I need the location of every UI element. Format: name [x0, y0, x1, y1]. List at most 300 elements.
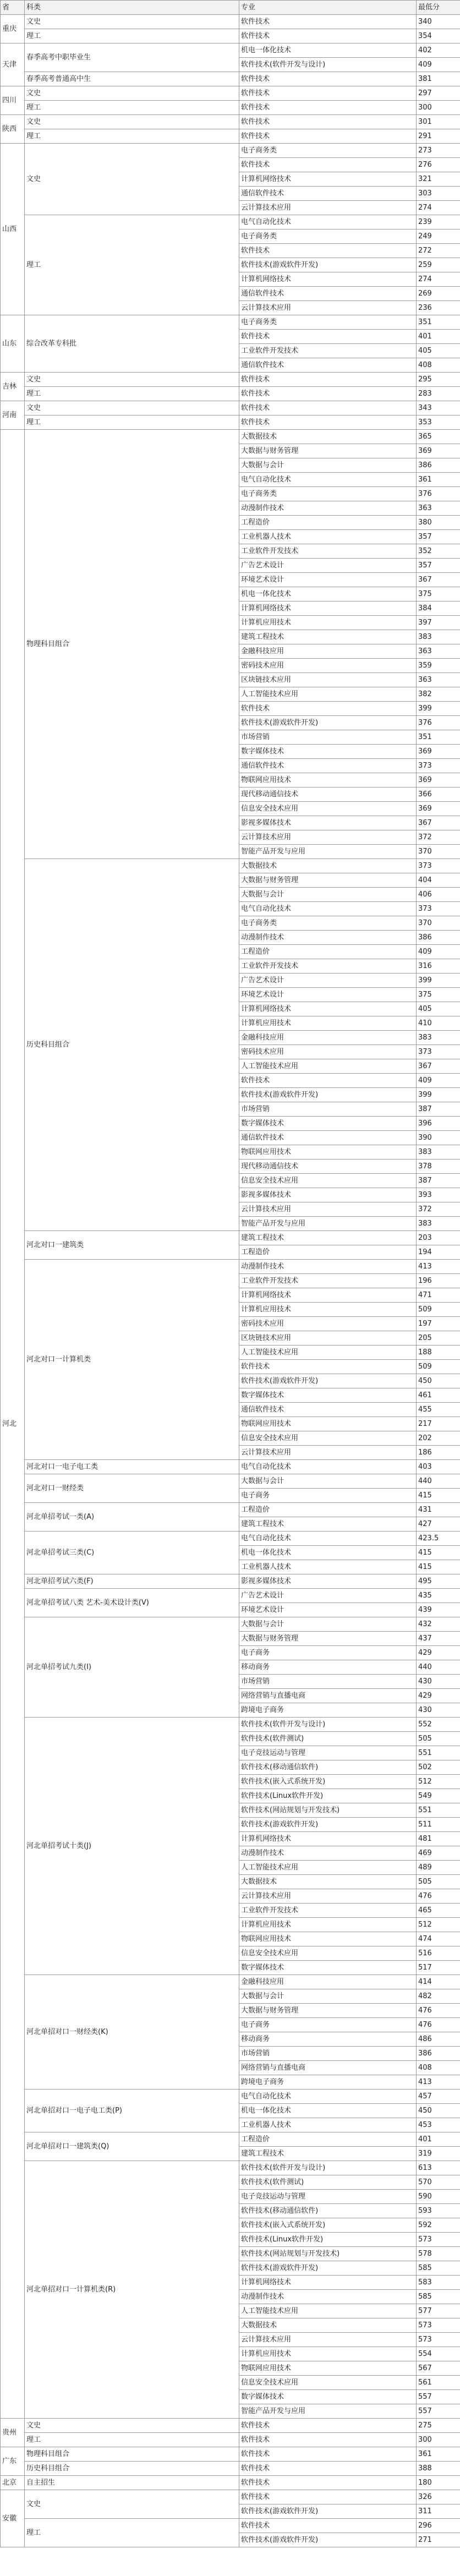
major-cell: 云计算技术应用	[239, 1202, 417, 1217]
category-cell: 理工	[25, 415, 239, 430]
major-cell: 大数据技术	[239, 2318, 417, 2333]
major-cell: 金融科技应用	[239, 1975, 417, 1989]
score-cell: 365	[417, 430, 460, 444]
category-cell: 河北对口一计算机类	[25, 1260, 239, 1460]
major-cell: 软件技术(游戏软件开发)	[239, 2533, 417, 2547]
score-cell: 380	[417, 516, 460, 530]
score-cell: 440	[417, 1660, 460, 1675]
score-cell: 489	[417, 1861, 460, 1875]
category-cell: 理工	[25, 129, 239, 144]
major-cell: 软件技术	[239, 1074, 417, 1088]
score-cell: 429	[417, 1689, 460, 1703]
header-major: 专业	[239, 1, 417, 15]
major-cell: 工程造价	[239, 1503, 417, 1517]
score-cell: 370	[417, 916, 460, 931]
score-cell: 410	[417, 1016, 460, 1031]
score-cell: 551	[417, 1746, 460, 1760]
score-cell: 382	[417, 687, 460, 702]
score-cell: 455	[417, 1403, 460, 1417]
major-cell: 软件技术(游戏软件开发)	[239, 2261, 417, 2276]
score-cell: 573	[417, 2233, 460, 2247]
major-cell: 动漫制作技术	[239, 2290, 417, 2304]
score-cell: 352	[417, 544, 460, 559]
major-cell: 数字媒体技术	[239, 2390, 417, 2404]
table-row	[1, 15, 460, 29]
score-cell: 401	[417, 330, 460, 344]
score-cell: 351	[417, 730, 460, 745]
score-cell: 405	[417, 1002, 460, 1016]
category-cell: 河北单招考试六类(F)	[25, 1574, 239, 1589]
score-cell: 283	[417, 387, 460, 401]
category-cell: 文史	[25, 15, 239, 29]
score-cell: 353	[417, 415, 460, 430]
score-cell: 274	[417, 272, 460, 287]
score-cell: 486	[417, 2032, 460, 2047]
score-cell: 431	[417, 1503, 460, 1517]
major-cell: 大数据与财务管理	[239, 1632, 417, 1646]
category-cell: 文史	[25, 144, 239, 215]
table-row	[1, 2132, 460, 2147]
category-cell: 理工	[25, 2519, 239, 2547]
major-cell: 软件技术(嵌入式系统开发)	[239, 1775, 417, 1789]
score-cell: 272	[417, 244, 460, 258]
major-cell: 电子商务类	[239, 487, 417, 501]
province-cell: 陕西	[1, 115, 25, 144]
category-cell: 河北对口一建筑类	[25, 1231, 239, 1260]
score-cell: 432	[417, 1617, 460, 1632]
score-cell: 409	[417, 945, 460, 959]
score-cell: 387	[417, 1102, 460, 1117]
major-cell: 建筑工程技术	[239, 1231, 417, 1245]
table-row	[1, 29, 460, 43]
table-row	[1, 1460, 460, 1474]
category-cell: 河北单招考试三类(C)	[25, 1532, 239, 1574]
major-cell: 动漫制作技术	[239, 501, 417, 516]
score-cell: 429	[417, 1646, 460, 1660]
major-cell: 影视多媒体技术	[239, 1574, 417, 1589]
score-cell: 408	[417, 2061, 460, 2075]
score-cell: 476	[417, 2004, 460, 2018]
major-cell: 软件技术	[239, 330, 417, 344]
score-cell: 361	[417, 2447, 460, 2462]
score-cell: 376	[417, 716, 460, 730]
category-cell: 春季高考中职毕业生	[25, 43, 239, 72]
score-cell: 369	[417, 745, 460, 759]
score-cell: 276	[417, 158, 460, 172]
score-cell: 387	[417, 1174, 460, 1188]
score-cell: 203	[417, 1231, 460, 1245]
major-cell: 软件技术(游戏软件开发)	[239, 2504, 417, 2519]
major-cell: 信息安全技术应用	[239, 1946, 417, 1961]
major-cell: 机电一体化技术	[239, 1546, 417, 1560]
major-cell: 动漫制作技术	[239, 931, 417, 945]
major-cell: 软件技术(软件开发与设计)	[239, 58, 417, 72]
score-cell: 399	[417, 973, 460, 988]
table-row	[1, 43, 460, 58]
score-cell: 482	[417, 1989, 460, 2004]
table-row	[1, 1231, 460, 1245]
major-cell: 机电一体化技术	[239, 43, 417, 58]
major-cell: 云计算技术应用	[239, 830, 417, 845]
score-cell: 585	[417, 2261, 460, 2276]
table-row	[1, 2419, 460, 2433]
table-row	[1, 2462, 460, 2476]
major-cell: 软件技术(嵌入式系统开发)	[239, 2218, 417, 2233]
score-cell: 585	[417, 2290, 460, 2304]
score-cell: 570	[417, 2175, 460, 2190]
score-cell: 516	[417, 1946, 460, 1961]
major-cell: 软件技术(移动通信软件)	[239, 1760, 417, 1775]
score-cell: 440	[417, 1474, 460, 1489]
major-cell: 软件技术(游戏软件开发)	[239, 1088, 417, 1102]
major-cell: 市场营销	[239, 1102, 417, 1117]
major-cell: 市场营销	[239, 1675, 417, 1689]
major-cell: 软件技术	[239, 2476, 417, 2490]
score-cell: 403	[417, 1460, 460, 1474]
major-cell: 计算机网络技术	[239, 1832, 417, 1846]
major-cell: 计算机应用技术	[239, 1918, 417, 1932]
major-cell: 大数据与会计	[239, 1474, 417, 1489]
score-cell: 186	[417, 1446, 460, 1460]
score-cell: 363	[417, 501, 460, 516]
score-cell: 415	[417, 1546, 460, 1560]
major-cell: 工业机器人技术	[239, 530, 417, 544]
category-cell: 文史	[25, 86, 239, 101]
major-cell: 计算机网络技术	[239, 2276, 417, 2290]
score-cell: 274	[417, 201, 460, 215]
score-cell: 188	[417, 1346, 460, 1360]
major-cell: 软件技术(游戏软件开发)	[239, 1818, 417, 1832]
score-cell: 376	[417, 487, 460, 501]
score-cell: 549	[417, 1789, 460, 1803]
major-cell: 人工智能技术应用	[239, 1346, 417, 1360]
score-cell: 413	[417, 1260, 460, 1274]
major-cell: 网络营销与直播电商	[239, 2061, 417, 2075]
table-row	[1, 387, 460, 401]
major-cell: 电气自动化技术	[239, 2090, 417, 2104]
score-cell: 269	[417, 287, 460, 301]
score-cell: 450	[417, 1374, 460, 1388]
category-cell: 春季高考普通高中生	[25, 72, 239, 86]
major-cell: 计算机应用技术	[239, 616, 417, 630]
major-cell: 人工智能技术应用	[239, 687, 417, 702]
major-cell: 软件技术(网站规划与开发技术)	[239, 2247, 417, 2261]
table-row	[1, 86, 460, 101]
score-cell: 291	[417, 129, 460, 144]
major-cell: 信息安全技术应用	[239, 1174, 417, 1188]
major-cell: 电子竞技运动与管理	[239, 1746, 417, 1760]
major-cell: 软件技术	[239, 86, 417, 101]
score-cell: 297	[417, 86, 460, 101]
score-cell: 517	[417, 1961, 460, 1975]
score-cell: 370	[417, 845, 460, 859]
score-cell: 300	[417, 101, 460, 115]
major-cell: 电子竞技运动与管理	[239, 2190, 417, 2204]
major-cell: 物联网应用技术	[239, 1145, 417, 1160]
major-cell: 现代移动通信技术	[239, 1160, 417, 1174]
major-cell: 工业软件开发技术	[239, 1274, 417, 1288]
score-cell: 319	[417, 2147, 460, 2161]
major-cell: 电子商务	[239, 1489, 417, 1503]
category-cell: 理工	[25, 387, 239, 401]
score-cell: 401	[417, 2132, 460, 2147]
table-row	[1, 2476, 460, 2490]
score-cell: 351	[417, 315, 460, 330]
major-cell: 软件技术(游戏软件开发)	[239, 1374, 417, 1388]
table-row	[1, 1503, 460, 1517]
score-cell: 512	[417, 1775, 460, 1789]
major-cell: 工业软件开发技术	[239, 544, 417, 559]
major-cell: 环境艺术设计	[239, 988, 417, 1002]
score-cell: 196	[417, 1274, 460, 1288]
major-cell: 软件技术	[239, 2462, 417, 2476]
category-cell: 河北单招对口一电子电工类(P)	[25, 2090, 239, 2132]
major-cell: 软件技术(游戏软件开发)	[239, 716, 417, 730]
major-cell: 电子商务	[239, 1646, 417, 1660]
major-cell: 软件技术	[239, 702, 417, 716]
major-cell: 建筑工程技术	[239, 1517, 417, 1532]
category-cell: 河北单招对口一计算机类(R)	[25, 2161, 239, 2419]
score-cell: 381	[417, 72, 460, 86]
score-cell: 613	[417, 2161, 460, 2175]
major-cell: 电子商务类	[239, 315, 417, 330]
score-cell: 383	[417, 1217, 460, 1231]
table-header-row	[1, 1, 460, 15]
score-cell: 180	[417, 2476, 460, 2490]
score-cell: 590	[417, 2190, 460, 2204]
score-cell: 383	[417, 1145, 460, 1160]
major-cell: 云计算技术应用	[239, 301, 417, 315]
table-row	[1, 72, 460, 86]
major-cell: 工程造价	[239, 2132, 417, 2147]
score-cell: 375	[417, 988, 460, 1002]
major-cell: 软件技术(Linux软件开发)	[239, 2233, 417, 2247]
major-cell: 云计算技术应用	[239, 201, 417, 215]
score-cell: 295	[417, 373, 460, 387]
category-cell: 理工	[25, 101, 239, 115]
score-cell: 236	[417, 301, 460, 315]
major-cell: 环境艺术设计	[239, 1603, 417, 1617]
score-cell: 495	[417, 1574, 460, 1589]
major-cell: 软件技术(软件测试)	[239, 1732, 417, 1746]
score-cell: 340	[417, 15, 460, 29]
major-cell: 跨境电子商务	[239, 2075, 417, 2090]
score-cell: 372	[417, 1202, 460, 1217]
major-cell: 智能产品开发与应用	[239, 845, 417, 859]
score-cell: 357	[417, 530, 460, 544]
score-cell: 363	[417, 644, 460, 659]
score-cell: 427	[417, 1517, 460, 1532]
major-cell: 电气自动化技术	[239, 473, 417, 487]
major-cell: 计算机网络技术	[239, 601, 417, 616]
table-row	[1, 2490, 460, 2504]
table-row	[1, 129, 460, 144]
major-cell: 数字媒体技术	[239, 1117, 417, 1131]
major-cell: 通信软件技术	[239, 187, 417, 201]
score-cell: 592	[417, 2218, 460, 2233]
table-row	[1, 1574, 460, 1589]
major-cell: 建筑工程技术	[239, 630, 417, 644]
province-cell: 河北	[1, 430, 25, 2419]
major-cell: 金融科技应用	[239, 644, 417, 659]
score-cell: 383	[417, 1031, 460, 1045]
table-row	[1, 2161, 460, 2175]
major-cell: 大数据与财务管理	[239, 2004, 417, 2018]
score-cell: 326	[417, 2490, 460, 2504]
major-cell: 工业机器人技术	[239, 2118, 417, 2132]
major-cell: 计算机应用技术	[239, 1303, 417, 1317]
major-cell: 动漫制作技术	[239, 1260, 417, 1274]
score-cell: 366	[417, 787, 460, 802]
score-cell: 505	[417, 1875, 460, 1889]
score-cell: 573	[417, 2318, 460, 2333]
score-cell: 430	[417, 1703, 460, 1718]
major-cell: 影视多媒体技术	[239, 1188, 417, 1202]
score-cell: 481	[417, 1832, 460, 1846]
score-cell: 369	[417, 802, 460, 816]
score-cell: 409	[417, 58, 460, 72]
category-cell: 河北单招对口一财经类(K)	[25, 1975, 239, 2090]
major-cell: 数字媒体技术	[239, 745, 417, 759]
score-cell: 593	[417, 2204, 460, 2218]
table-row	[1, 1589, 460, 1603]
score-cell: 405	[417, 344, 460, 358]
major-cell: 工程造价	[239, 1245, 417, 1260]
major-cell: 通信软件技术	[239, 1403, 417, 1417]
category-cell: 物理科目组合	[25, 430, 239, 859]
score-cell: 415	[417, 1560, 460, 1574]
major-cell: 建筑工程技术	[239, 2147, 417, 2161]
major-cell: 计算机网络技术	[239, 172, 417, 187]
table-row	[1, 2447, 460, 2462]
score-cell: 296	[417, 2519, 460, 2533]
score-cell: 386	[417, 931, 460, 945]
major-cell: 软件技术	[239, 2519, 417, 2533]
major-cell: 密码技术应用	[239, 1317, 417, 1331]
major-cell: 软件技术	[239, 158, 417, 172]
score-cell: 397	[417, 616, 460, 630]
score-cell: 476	[417, 2018, 460, 2032]
major-cell: 计算机网络技术	[239, 1002, 417, 1016]
score-cell: 509	[417, 1360, 460, 1374]
category-cell: 自主招生	[25, 2476, 239, 2490]
score-cell: 577	[417, 2304, 460, 2318]
table-row	[1, 2090, 460, 2104]
major-cell: 工业软件开发技术	[239, 344, 417, 358]
score-cell: 573	[417, 2333, 460, 2347]
province-cell: 北京	[1, 2476, 25, 2490]
major-cell: 软件技术	[239, 1360, 417, 1374]
major-cell: 大数据与会计	[239, 1617, 417, 1632]
score-cell: 461	[417, 1388, 460, 1403]
major-cell: 跨境电子商务	[239, 1703, 417, 1718]
table-row	[1, 315, 460, 330]
score-cell: 414	[417, 1975, 460, 1989]
header-category: 科类	[25, 1, 239, 15]
major-cell: 通信软件技术	[239, 358, 417, 373]
province-cell: 广东	[1, 2447, 25, 2476]
major-cell: 软件技术	[239, 2490, 417, 2504]
major-cell: 通信软件技术	[239, 1131, 417, 1145]
major-cell: 软件技术	[239, 373, 417, 387]
table-row	[1, 859, 460, 873]
major-cell: 信息安全技术应用	[239, 802, 417, 816]
score-cell: 316	[417, 959, 460, 973]
major-cell: 计算机应用技术	[239, 2347, 417, 2361]
score-cell: 373	[417, 1045, 460, 1059]
major-cell: 通信软件技术	[239, 759, 417, 773]
major-cell: 电气自动化技术	[239, 902, 417, 916]
score-cell: 465	[417, 1904, 460, 1918]
major-cell: 通信软件技术	[239, 287, 417, 301]
table-row	[1, 430, 460, 444]
major-cell: 密码技术应用	[239, 1045, 417, 1059]
category-cell: 历史科目组合	[25, 859, 239, 1231]
score-cell: 561	[417, 2376, 460, 2390]
province-cell: 吉林	[1, 373, 25, 401]
category-cell: 文史	[25, 373, 239, 387]
major-cell: 软件技术	[239, 129, 417, 144]
major-cell: 数字媒体技术	[239, 1388, 417, 1403]
major-cell: 电子商务类	[239, 916, 417, 931]
score-cell: 583	[417, 2276, 460, 2290]
major-cell: 电子商务	[239, 2018, 417, 2032]
major-cell: 工业软件开发技术	[239, 959, 417, 973]
province-cell: 山西	[1, 144, 25, 315]
score-cell: 373	[417, 902, 460, 916]
score-cell: 512	[417, 1918, 460, 1932]
score-cell: 511	[417, 1818, 460, 1832]
score-cell: 423.5	[417, 1532, 460, 1546]
table-row	[1, 144, 460, 158]
score-cell: 439	[417, 1603, 460, 1617]
major-cell: 工程造价	[239, 945, 417, 959]
major-cell: 电子商务类	[239, 229, 417, 244]
score-cell: 367	[417, 573, 460, 587]
category-cell: 河北单招考试十类(J)	[25, 1718, 239, 1975]
score-cell: 505	[417, 1732, 460, 1746]
major-cell: 人工智能技术应用	[239, 1059, 417, 1074]
category-cell: 理工	[25, 29, 239, 43]
score-cell: 413	[417, 2075, 460, 2090]
score-cell: 217	[417, 1417, 460, 1431]
score-cell: 367	[417, 1059, 460, 1074]
score-cell: 343	[417, 401, 460, 415]
province-cell: 河南	[1, 401, 25, 430]
major-cell: 电气自动化技术	[239, 1532, 417, 1546]
score-cell: 202	[417, 1431, 460, 1446]
major-cell: 软件技术(软件开发与设计)	[239, 2161, 417, 2175]
major-cell: 物联网应用技术	[239, 1417, 417, 1431]
score-cell: 384	[417, 601, 460, 616]
score-cell: 259	[417, 258, 460, 272]
score-cell: 383	[417, 630, 460, 644]
major-cell: 市场营销	[239, 2047, 417, 2061]
table-row	[1, 215, 460, 229]
header-min-score: 最低分	[417, 1, 460, 15]
major-cell: 工业机器人技术	[239, 1560, 417, 1574]
table-row	[1, 1260, 460, 1274]
score-cell: 239	[417, 215, 460, 229]
table-row	[1, 401, 460, 415]
major-cell: 信息安全技术应用	[239, 2376, 417, 2390]
score-cell: 557	[417, 2390, 460, 2404]
score-cell: 399	[417, 1088, 460, 1102]
major-cell: 物联网应用技术	[239, 1932, 417, 1946]
major-cell: 网络营销与直播电商	[239, 1689, 417, 1703]
category-cell: 河北单招考试九类(I)	[25, 1617, 239, 1718]
table-row	[1, 115, 460, 129]
